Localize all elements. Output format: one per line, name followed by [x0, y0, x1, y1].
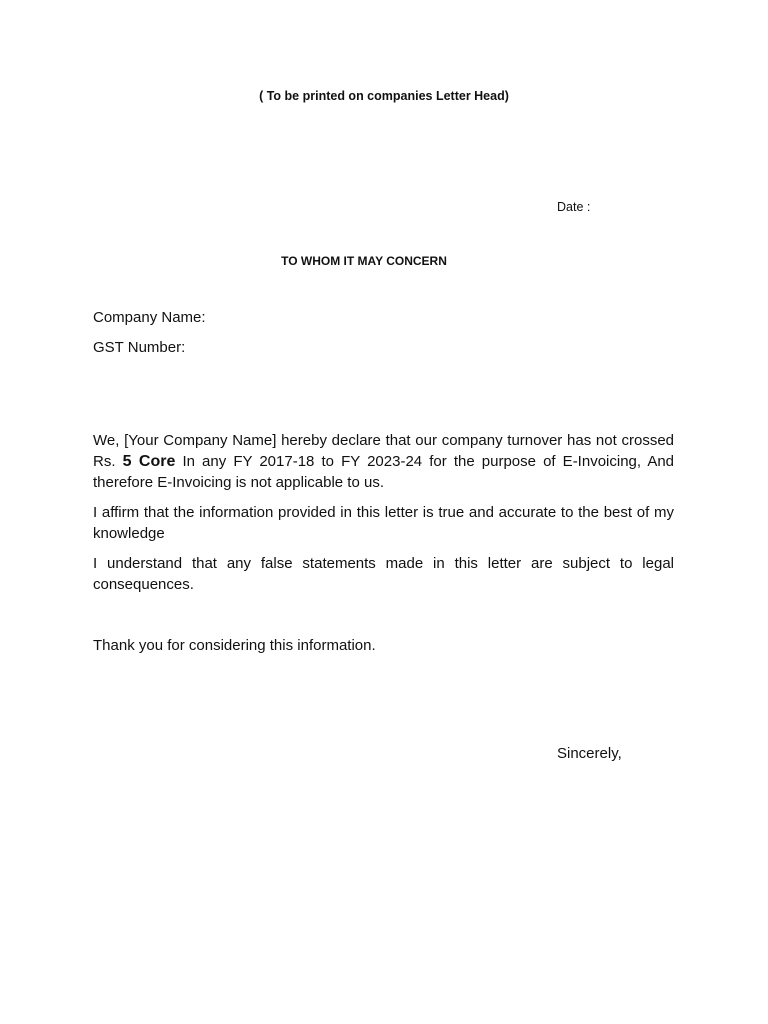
declaration-text-end: In any FY 2017-18 to FY 2023-24 for the purpose of E-Invoicing, And therefore E-Invoicing is not applicable to us.: [93, 453, 675, 491]
understanding-paragraph: I understand that any false statements made in this letter are subject to legal consequences.: [93, 555, 674, 593]
thanks-paragraph: Thank you for considering this information.: [93, 637, 376, 654]
letterhead-note: ( To be printed on companies Letter Head): [259, 89, 509, 103]
closing-salutation: Sincerely,: [557, 745, 622, 762]
date-label: Date :: [557, 200, 591, 214]
declaration-paragraph: [93, 430, 674, 493]
turnover-amount: 5 Core: [122, 453, 176, 470]
company-name-label: Company Name:: [93, 309, 206, 326]
gst-number-label: GST Number:: [93, 339, 186, 356]
affirmation-paragraph: I affirm that the information provided in this letter is true and accurate to the best of my knowledge: [93, 504, 674, 542]
declaration-text-start: We, [Your Company Name] hereby declare that our company turnover has not crossed Rs.: [93, 432, 674, 470]
letter-subject: TO WHOM IT MAY CONCERN: [281, 254, 447, 268]
